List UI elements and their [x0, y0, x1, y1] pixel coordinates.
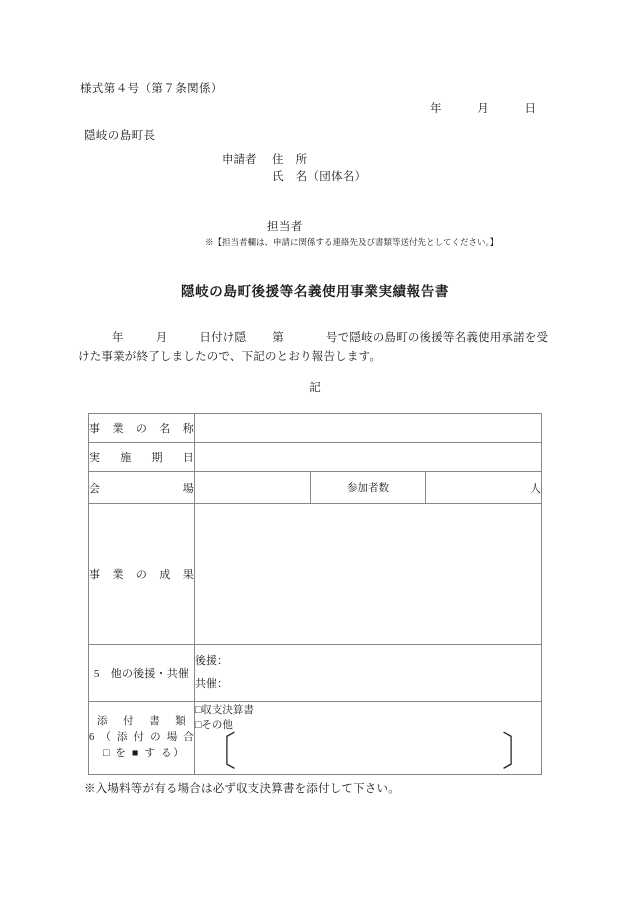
- date-month-label: 月: [477, 103, 489, 115]
- body-number-prefix: 第: [272, 332, 284, 344]
- table-row-other-support: [89, 645, 542, 702]
- contact-block: [205, 218, 498, 248]
- body-day-label: 日付け隠: [199, 332, 247, 344]
- value-attachments: [195, 702, 542, 775]
- applicant-label-spacer: [222, 169, 272, 186]
- body-month-label: 月: [155, 332, 168, 344]
- label-project-name-text: 事 業 の 名 称: [89, 423, 194, 435]
- bracket-close-icon: 〕: [502, 729, 536, 775]
- label-attachments-line3: □ を ■ す る）: [103, 748, 184, 759]
- bracket-open-icon: 〔: [202, 729, 236, 775]
- date-day-label: 日: [524, 103, 536, 115]
- label-project-result: [89, 504, 195, 645]
- table-row-venue: [89, 472, 542, 504]
- label-venue: [89, 472, 195, 504]
- applicant-address-row: [222, 152, 366, 169]
- applicant-address-label: 住 所: [272, 154, 308, 166]
- page-title: 隠岐の島町後援等名義使用事業実績報告書: [181, 284, 449, 299]
- label-attachments-line1: 添 付 書 類: [97, 716, 186, 727]
- applicant-name-label: 氏 名（団体名）: [272, 171, 367, 183]
- label-other-support-text: 5 他の後援・共催: [93, 668, 190, 680]
- label-attachments: [89, 702, 195, 775]
- checkbox-settlement-report[interactable]: □収支決算書: [195, 705, 254, 716]
- checkbox-other[interactable]: □その他: [195, 719, 233, 731]
- body-paragraph: [78, 329, 556, 367]
- applicant-label: 申請者: [222, 154, 257, 166]
- value-project-result[interactable]: [195, 504, 542, 645]
- label-venue-text: 会 場: [89, 482, 194, 495]
- label-project-result-text: 事 業 の 成 果: [89, 569, 194, 581]
- ki-marker: 記: [309, 382, 321, 394]
- date-line: [430, 100, 536, 116]
- support-field: 後援：: [195, 655, 228, 667]
- applicant-name-row: [222, 169, 366, 186]
- table-row-attachments: [89, 702, 542, 775]
- contact-note: ※【担当者欄は、申請に関係する連絡先及び書類等送付先としてください。】: [205, 237, 499, 247]
- cosponsor-field: 共催：: [195, 678, 228, 690]
- applicant-block: [222, 152, 366, 186]
- value-project-name[interactable]: [195, 414, 542, 443]
- table-row-result: [89, 504, 542, 645]
- label-date: [89, 443, 195, 472]
- label-attachments-line2: 6（添付の場合: [89, 732, 194, 743]
- label-project-name: [89, 414, 195, 443]
- contact-title: 担当者: [267, 221, 303, 233]
- table-row-project-name: [89, 414, 542, 443]
- value-venue[interactable]: [195, 472, 311, 504]
- value-attendee-count-unit[interactable]: 人: [426, 472, 542, 504]
- report-table: [88, 413, 542, 775]
- label-other-support: [89, 645, 195, 702]
- body-year-label: 年: [112, 332, 124, 344]
- footnote: ※入場料等が有る場合は必ず収支決算書を添付して下さい。: [84, 783, 400, 795]
- addressee: 隠岐の島町長: [84, 130, 156, 142]
- attachment-note-bracket[interactable]: [195, 729, 541, 775]
- value-date[interactable]: [195, 443, 542, 472]
- value-other-support[interactable]: [195, 645, 542, 702]
- date-year-label: 年: [430, 103, 442, 115]
- body-number-suffix: 号で隠岐の島町の後援等名義使用承諾を受けた事業が終了しましたので、下記のとおり報告します。: [78, 332, 549, 363]
- table-row-date: [89, 443, 542, 472]
- label-attendee-count: 参加者数: [310, 472, 426, 504]
- label-date-text: 実 施 期 日: [89, 452, 194, 464]
- form-number: 様式第４号（第７条関係）: [80, 83, 223, 95]
